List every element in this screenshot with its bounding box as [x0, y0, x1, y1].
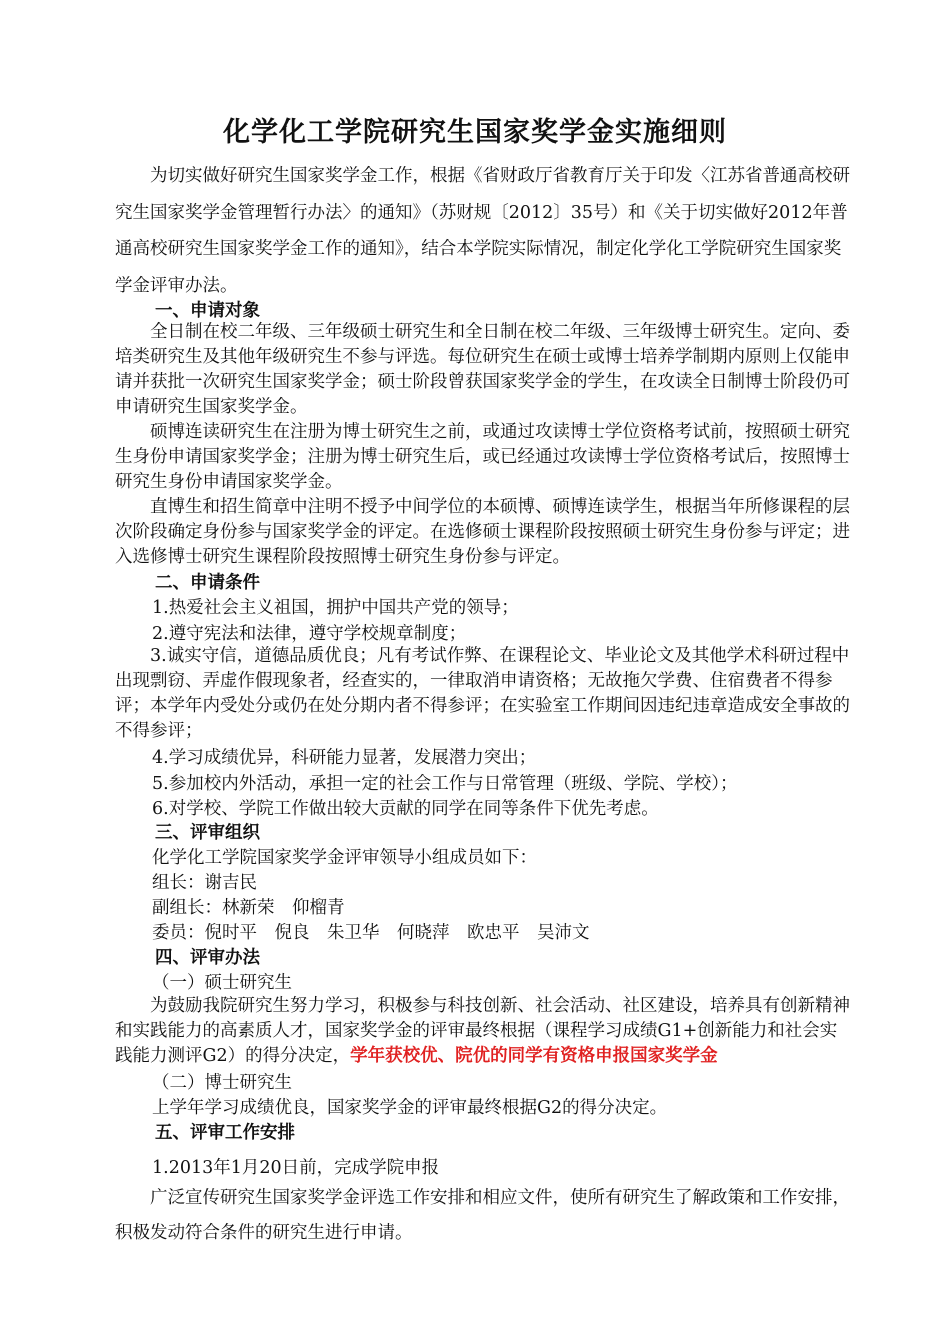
committee-deputy: 副组长：林新荣 仰榴青	[152, 898, 345, 918]
masters-paragraph	[115, 994, 853, 1069]
section-5-heading: 五、评审工作安排	[155, 1123, 295, 1143]
section-1-paragraph-3: 直博生和招生简章中注明不授予中间学位的本硕博、硕博连读学生，根据当年所修课程的层次阶段确定身份参与国家奖学金的评定。在选修硕士课程阶段按照硕士研究生身份参与评定；进入选修博士研究生课程阶段按照博士研究生身份参与评定。	[115, 497, 850, 567]
section-2-heading: 二、申请条件	[155, 573, 260, 593]
condition-1: 1.热爱社会主义祖国，拥护中国共产党的领导；	[152, 598, 519, 618]
condition-4: 4.学习成绩优异，科研能力显著，发展潜力突出；	[152, 748, 537, 768]
highlighted-requirement: 学年获校优、院优的同学有资格申报国家奖学金	[350, 1046, 718, 1066]
section-1-paragraph-1: 全日制在校二年级、三年级硕士研究生和全日制在校二年级、三年级博士研究生。定向、委培类研究生及其他年级研究生不参与评选。每位研究生在硕士或博士培养学制期内原则上仅能申请并获批一次研究生国家奖学金；硕士阶段曾获国家奖学金的学生，在攻读全日制博士阶段仍可申请研究生国家奖学金。	[115, 322, 850, 417]
doctoral-paragraph: 上学年学习成绩优良，国家奖学金的评审最终根据G2的得分决定。	[152, 1098, 668, 1118]
schedule-paragraph: 广泛宣传研究生国家奖学金评选工作安排和相应文件，使所有研究生了解政策和工作安排，积极发动符合条件的研究生进行申请。	[115, 1188, 850, 1243]
committee-intro: 化学化工学院国家奖学金评审领导小组成员如下：	[152, 848, 537, 868]
condition-2: 2.遵守宪法和法律，遵守学校规章制度；	[152, 624, 467, 644]
schedule-item-1: 1.2013年1月20日前，完成学院申报	[152, 1158, 440, 1178]
intro-paragraph: 为切实做好研究生国家奖学金工作，根据《省财政厅省教育厅关于印发〈江苏省普通高校研究生国家奖学金管理暂行办法〉的通知》（苏财规〔2012〕35号）和《关于切实做好2012年普通高校研究生国家奖学金工作的通知》，结合本学院实际情况，制定化学化工学院研究生国家奖学金评审办法。	[115, 166, 850, 296]
condition-5: 5.参加校内外活动，承担一定的社会工作与日常管理（班级、学院、学校）；	[152, 774, 738, 794]
condition-3: 3.诚实守信，道德品质优良；凡有考试作弊、在课程论文、毕业论文及其他学术科研过程中出现剽窃、弄虚作假现象者，经查实的，一律取消申请资格；无故拖欠学费、住宿费者不得参评；本学年内受处分或仍在处分期内者不得参评；在实验室工作期间因违纪违章造成安全事故的不得参评；	[115, 646, 850, 741]
masters-text: 为鼓励我院研究生努力学习，积极参与科技创新、社会活动、社区建设，培养具有创新精神和实践能力的高素质人才，国家奖学金的评审最终根据（课程学习成绩G1+创新能力和社会实践能力测评G2）的得分决定，	[115, 996, 850, 1066]
committee-members: 委员：倪时平 倪良 朱卫华 何晓萍 欧忠平 吴沛文	[152, 923, 590, 943]
section-3-heading: 三、评审组织	[155, 823, 260, 843]
section-1-heading: 一、申请对象	[155, 301, 260, 321]
condition-6: 6.对学校、学院工作做出较大贡献的同学在同等条件下优先考虑。	[152, 799, 659, 819]
subsection-doctoral: （二）博士研究生	[152, 1073, 292, 1093]
section-1-paragraph-2: 硕博连读研究生在注册为博士研究生之前，或通过攻读博士学位资格考试前，按照硕士研究生身份申请国家奖学金；注册为博士研究生后，或已经通过攻读博士学位资格考试后，按照博士研究生身份申请国家奖学金。	[115, 422, 850, 492]
document-title: 化学化工学院研究生国家奖学金实施细则	[223, 117, 727, 148]
subsection-masters: （一）硕士研究生	[152, 973, 292, 993]
section-4-heading: 四、评审办法	[155, 948, 260, 968]
committee-leader: 组长：谢吉民	[152, 873, 257, 893]
